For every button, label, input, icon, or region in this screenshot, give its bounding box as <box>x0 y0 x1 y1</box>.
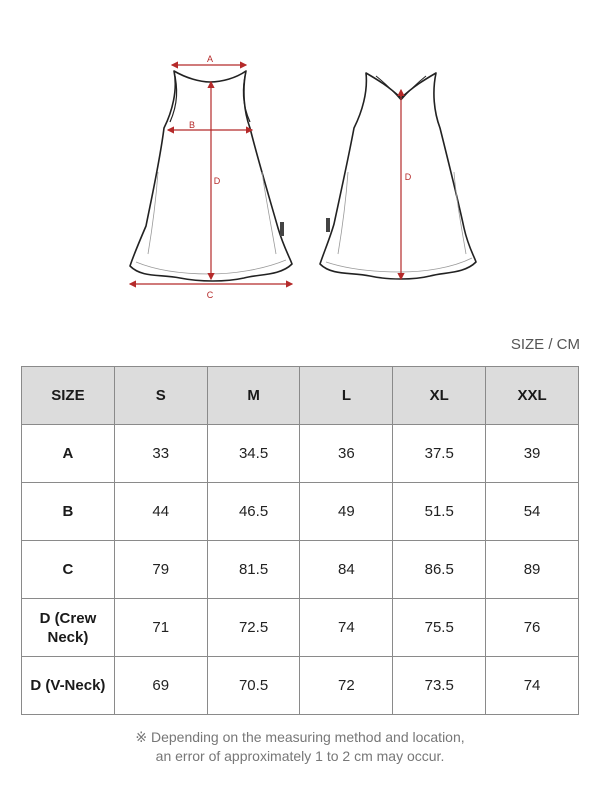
header-cell: S <box>114 367 207 425</box>
row-label: D (Crew Neck) <box>22 599 115 657</box>
dress-illustrations <box>0 0 600 320</box>
size-chart-table <box>21 366 579 715</box>
label-d-back: D <box>404 172 412 182</box>
label-b: B <box>188 120 196 130</box>
table-row <box>22 425 579 483</box>
note-line-1: ※ Depending on the measuring method and location, <box>135 729 465 745</box>
table-row <box>22 599 579 657</box>
table-cell: 51.5 <box>393 483 486 541</box>
table-cell: 75.5 <box>393 599 486 657</box>
table-cell: 69 <box>114 657 207 715</box>
label-c: C <box>206 290 214 300</box>
table-cell: 39 <box>486 425 579 483</box>
row-label: B <box>22 483 115 541</box>
table-cell: 73.5 <box>393 657 486 715</box>
table-cell: 33 <box>114 425 207 483</box>
table-cell: 70.5 <box>207 657 300 715</box>
table-cell: 44 <box>114 483 207 541</box>
header-cell: SIZE <box>22 367 115 425</box>
table-cell: 46.5 <box>207 483 300 541</box>
table-cell: 72 <box>300 657 393 715</box>
row-label: C <box>22 541 115 599</box>
table-cell: 72.5 <box>207 599 300 657</box>
measurement-note <box>0 728 600 766</box>
table-cell: 86.5 <box>393 541 486 599</box>
label-d-front: D <box>213 176 221 186</box>
header-cell: L <box>300 367 393 425</box>
table-cell: 79 <box>114 541 207 599</box>
header-cell: XXL <box>486 367 579 425</box>
header-cell: XL <box>393 367 486 425</box>
table-cell: 36 <box>300 425 393 483</box>
row-label: A <box>22 425 115 483</box>
table-row <box>22 657 579 715</box>
table-cell: 74 <box>486 657 579 715</box>
note-line-2: an error of approximately 1 to 2 cm may occur. <box>155 748 445 764</box>
table-cell: 49 <box>300 483 393 541</box>
back-dress-outline <box>320 73 476 279</box>
table-cell: 84 <box>300 541 393 599</box>
table-row <box>22 541 579 599</box>
table-header-row <box>22 367 579 425</box>
table-row <box>22 483 579 541</box>
dress-measurement-diagram <box>0 0 600 320</box>
table-cell: 89 <box>486 541 579 599</box>
table-cell: 81.5 <box>207 541 300 599</box>
table-cell: 76 <box>486 599 579 657</box>
row-label: D (V-Neck) <box>22 657 115 715</box>
unit-label: SIZE / CM <box>510 336 580 353</box>
label-a: A <box>206 54 214 64</box>
table-cell: 37.5 <box>393 425 486 483</box>
table-cell: 71 <box>114 599 207 657</box>
table-cell: 74 <box>300 599 393 657</box>
table-cell: 54 <box>486 483 579 541</box>
header-cell: M <box>207 367 300 425</box>
table-cell: 34.5 <box>207 425 300 483</box>
front-measure-lines <box>130 65 292 284</box>
